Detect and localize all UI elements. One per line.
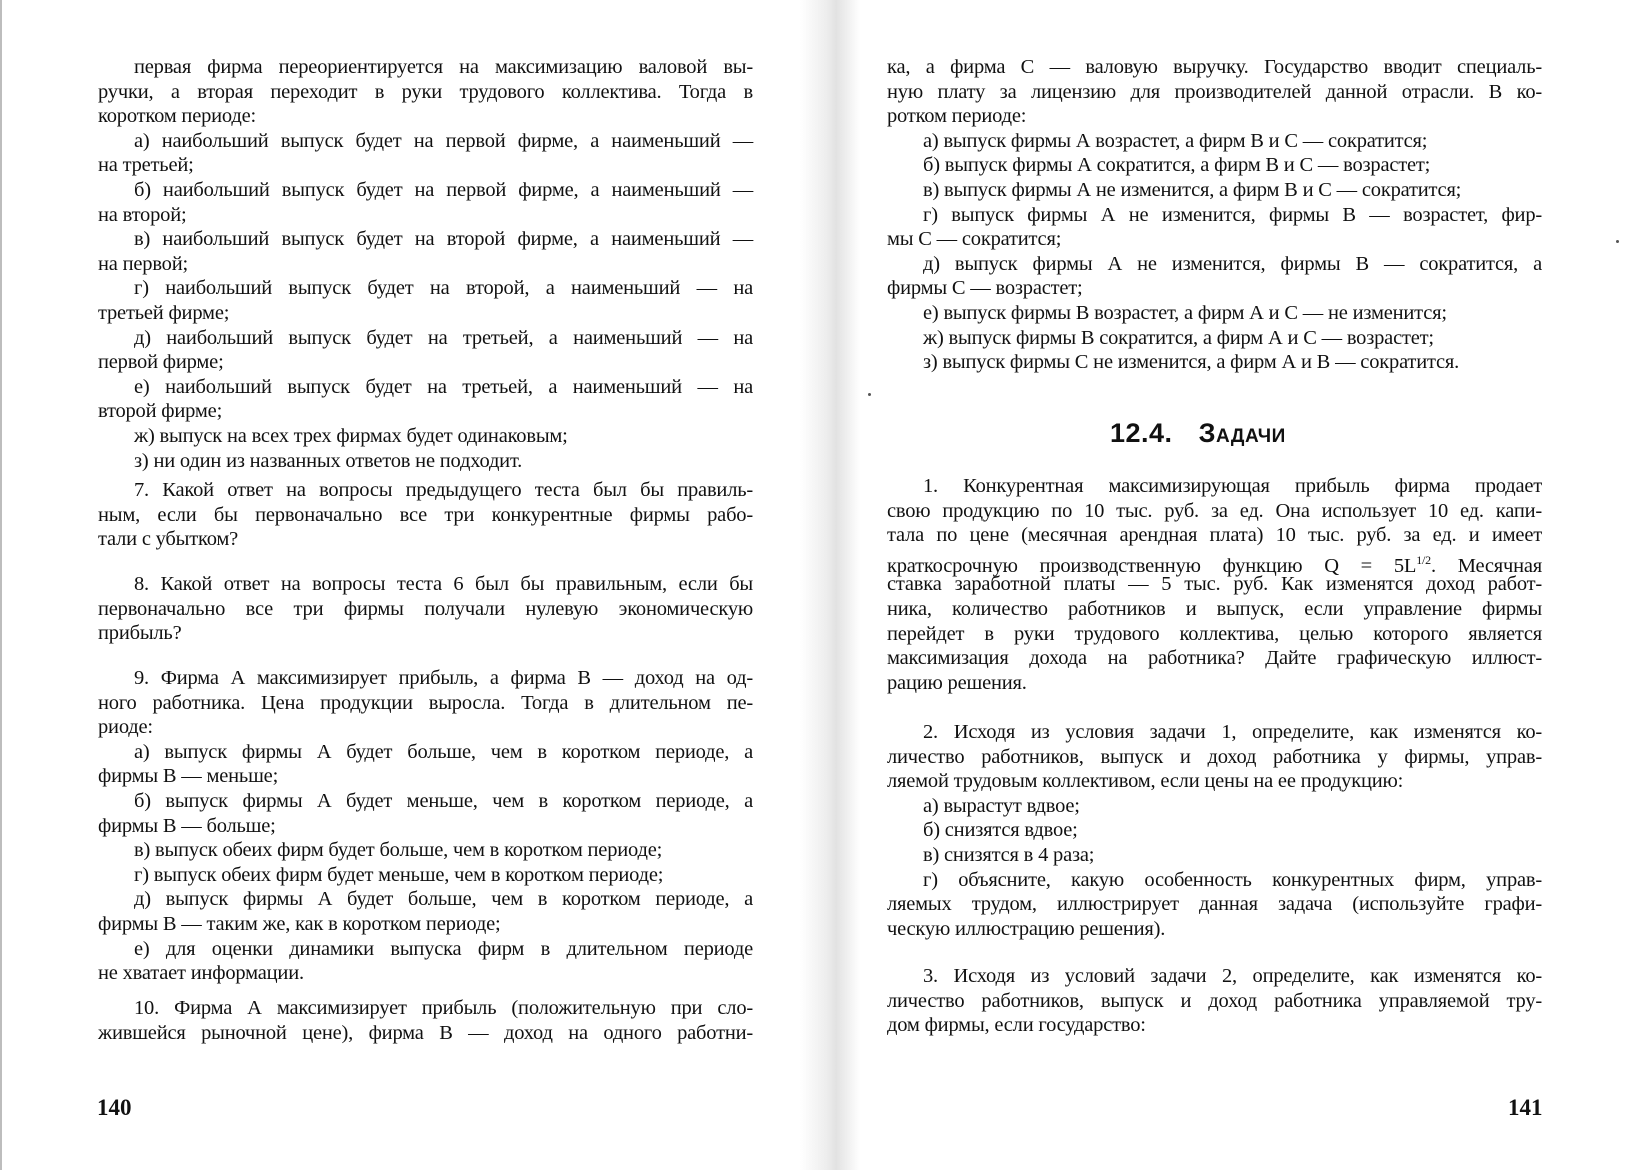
text-line: тали с убытком? <box>98 528 239 551</box>
text-line: 3. Исходя из условий задачи 2, определите, как изменятся ко- <box>923 965 1542 987</box>
text-line: фирмы В — больше; <box>98 814 276 837</box>
question-9 <box>98 666 753 740</box>
text-line: в) выпуск обеих фирм будет больше, чем в коротком периоде; <box>134 839 663 862</box>
text-line: а) выпуск фирмы А возрастет, а фирм В и С — сократится; <box>923 129 1428 152</box>
text-line: ного работника. Цена продукции выросла. Тогда в длительном пе- <box>98 691 753 714</box>
text-line: ставка заработной платы — 5 тыс. руб. Как изменятся доход работ- <box>887 573 1542 596</box>
continuation-paragraph <box>887 55 1542 129</box>
text-line: в) выпуск фирмы А не изменится, а фирм В и С — сократится; <box>923 178 1462 201</box>
text-line: б) выпуск фирмы А сократится, а фирм В и С — возрастет; <box>923 154 1431 177</box>
text-line: г) объясните, какую особенность конкурентных фирм, управ- <box>923 868 1542 891</box>
q9-options <box>98 740 753 986</box>
text-line: ляемой трудовым коллективом, если цены на ее продукцию: <box>887 770 1404 793</box>
text-line: фирмы С — возрастет; <box>887 277 1083 300</box>
text-line: ляемых трудом, иллюстрирует данная задача (используйте графи- <box>887 893 1542 916</box>
text-line: первой фирме; <box>98 351 224 374</box>
text-line: на третьей; <box>98 154 194 177</box>
text-line: ротком периоде: <box>887 105 1027 128</box>
text-line: а) наибольший выпуск будет на первой фирме, а наименьший — <box>134 129 753 152</box>
text-line: г) наибольший выпуск будет на второй, а наименьший — на <box>134 277 753 300</box>
text-line: ную плату за лицензию для производителей данной отрасли. В ко- <box>887 80 1542 103</box>
text-line: а) вырастут вдвое; <box>923 794 1080 817</box>
text-line: рацию решения. <box>887 671 1027 694</box>
text-line: фирмы В — меньше; <box>98 765 279 788</box>
text-line: в) снизятся в 4 раза; <box>923 843 1095 866</box>
text-line: а) выпуск фирмы А будет больше, чем в коротком периоде, а <box>134 740 753 763</box>
text-line: з) ни один из названных ответов не подходит. <box>134 449 523 472</box>
text-line: в) наибольший выпуск будет на второй фирме, а наименьший — <box>134 228 753 251</box>
text-line: е) наибольший выпуск будет на третьей, а наименьший — на <box>134 375 753 398</box>
text-line: ника, количество работников и выпуск, если управление фирмы <box>887 597 1542 620</box>
page-edge <box>0 0 2 1170</box>
question-8 <box>98 572 753 646</box>
text-line: дом фирмы, если государство: <box>887 1014 1146 1037</box>
continuation-paragraph <box>98 55 753 129</box>
text-line: мы С — сократится; <box>887 228 1062 251</box>
text-line: первоначально все три фирмы получали нулевую экономическую <box>98 597 753 620</box>
text-line: е) выпуск фирмы В возрастет, а фирм А и С — не изменится; <box>923 301 1447 324</box>
task-3 <box>887 964 1542 1038</box>
text-line: г) выпуск обеих фирм будет меньше, чем в коротком периоде; <box>134 863 664 886</box>
text-line: первая фирма переориентируется на максимизацию валовой вы- <box>134 56 753 78</box>
text-line: 9. Фирма А максимизирует прибыль, а фирма В — доход на од- <box>134 667 753 689</box>
text-line: тала по цене (месячная арендная плата) 10 тыс. руб. за ед. и имеет <box>887 524 1542 547</box>
text-line: на первой; <box>98 252 188 275</box>
text-line: ным, если бы первоначально все три конкурентные фирмы рабо- <box>98 503 753 526</box>
task-1 <box>887 474 1542 695</box>
scan-speck <box>1616 240 1619 243</box>
text-line: г) выпуск фирмы А не изменится, фирмы В — возрастет, фир- <box>923 203 1542 226</box>
book-gutter <box>800 0 860 1170</box>
text-line: личество работников, выпуск и доход работника у фирмы, управ- <box>887 745 1542 768</box>
text-line: 1. Конкурентная максимизирующая прибыль фирма продает <box>923 475 1542 497</box>
question-7 <box>98 478 753 552</box>
text-line: д) выпуск фирмы А будет больше, чем в коротком периоде, а <box>134 888 753 911</box>
page-number-right: 141 <box>1508 1095 1543 1120</box>
question-10 <box>98 996 753 1045</box>
text-line: б) выпуск фирмы А будет меньше, чем в коротком периоде, а <box>134 789 753 812</box>
text-line: 2. Исходя из условия задачи 1, определите, как изменятся ко- <box>923 721 1542 743</box>
text-line: 8. Какой ответ на вопросы теста 6 был бы правильным, если бы <box>134 573 753 595</box>
text-line: е) для оценки динамики выпуска фирм в длительном периоде <box>134 937 753 960</box>
scan-speck <box>868 393 871 396</box>
text-line: перейдет в руки трудового коллектива, целью которого является <box>887 622 1542 645</box>
text-line: на второй; <box>98 203 187 226</box>
text-line: ческую иллюстрацию решения). <box>887 917 1166 940</box>
text-line: не хватает информации. <box>98 962 304 985</box>
text-line: второй фирме; <box>98 400 223 423</box>
text-line: личество работников, выпуск и доход работника управляемой тру- <box>887 989 1542 1012</box>
text-line: жившейся рыночной цене), фирма В — доход на одного работни- <box>98 1021 753 1044</box>
text-line: б) снизятся вдвое; <box>923 819 1078 842</box>
task-2 <box>887 720 1542 794</box>
text-line: коротком периоде: <box>98 105 257 128</box>
task-2-options <box>887 794 1542 942</box>
section-number: 12.4. <box>1110 418 1173 448</box>
page-number-left: 140 <box>97 1095 132 1120</box>
section-heading <box>1110 418 1410 449</box>
text-line: ка, а фирма С — валовую выручку. Государство вводит специаль- <box>887 56 1542 78</box>
text-line: 7. Какой ответ на вопросы предыдущего теста был бы правиль- <box>134 479 753 501</box>
text-line: з) выпуск фирмы С не изменится, а фирм А и В — сократится. <box>923 351 1460 374</box>
text-line: краткосрочную производственную функцию $Q = 5L^{1/2}$. Месячная <box>887 552 1542 577</box>
text-line: 10. Фирма А максимизирует прибыль (положительную при сло- <box>134 997 753 1019</box>
text-line: ж) выпуск фирмы В сократится, а фирм А и С — возрастет; <box>923 326 1434 349</box>
text-line: максимизация дохода на работника? Дайте графическую иллюст- <box>887 647 1542 670</box>
text-line: риоде: <box>98 716 153 739</box>
text-line: фирмы В — таким же, как в коротком периоде; <box>98 912 501 935</box>
text-line: д) наибольший выпуск будет на третьей, а наименьший — на <box>134 326 753 349</box>
q10-options <box>887 129 1542 375</box>
text-line: прибыль? <box>98 622 182 645</box>
text-line: б) наибольший выпуск будет на первой фирме, а наименьший — <box>134 178 753 201</box>
text-line: третьей фирме; <box>98 301 230 324</box>
text-line: д) выпуск фирмы А не изменится, фирмы В — сократится, а <box>923 252 1542 275</box>
text-line: ручки, а вторая переходит в руки трудового коллектива. Тогда в <box>98 80 753 103</box>
section-title: Задачи <box>1198 418 1286 448</box>
text-line: свою продукцию по 10 тыс. руб. за ед. Она использует 10 ед. капи- <box>887 499 1542 522</box>
q6-options <box>98 129 753 473</box>
text-line: ж) выпуск на всех трех фирмах будет одинаковым; <box>134 424 568 447</box>
